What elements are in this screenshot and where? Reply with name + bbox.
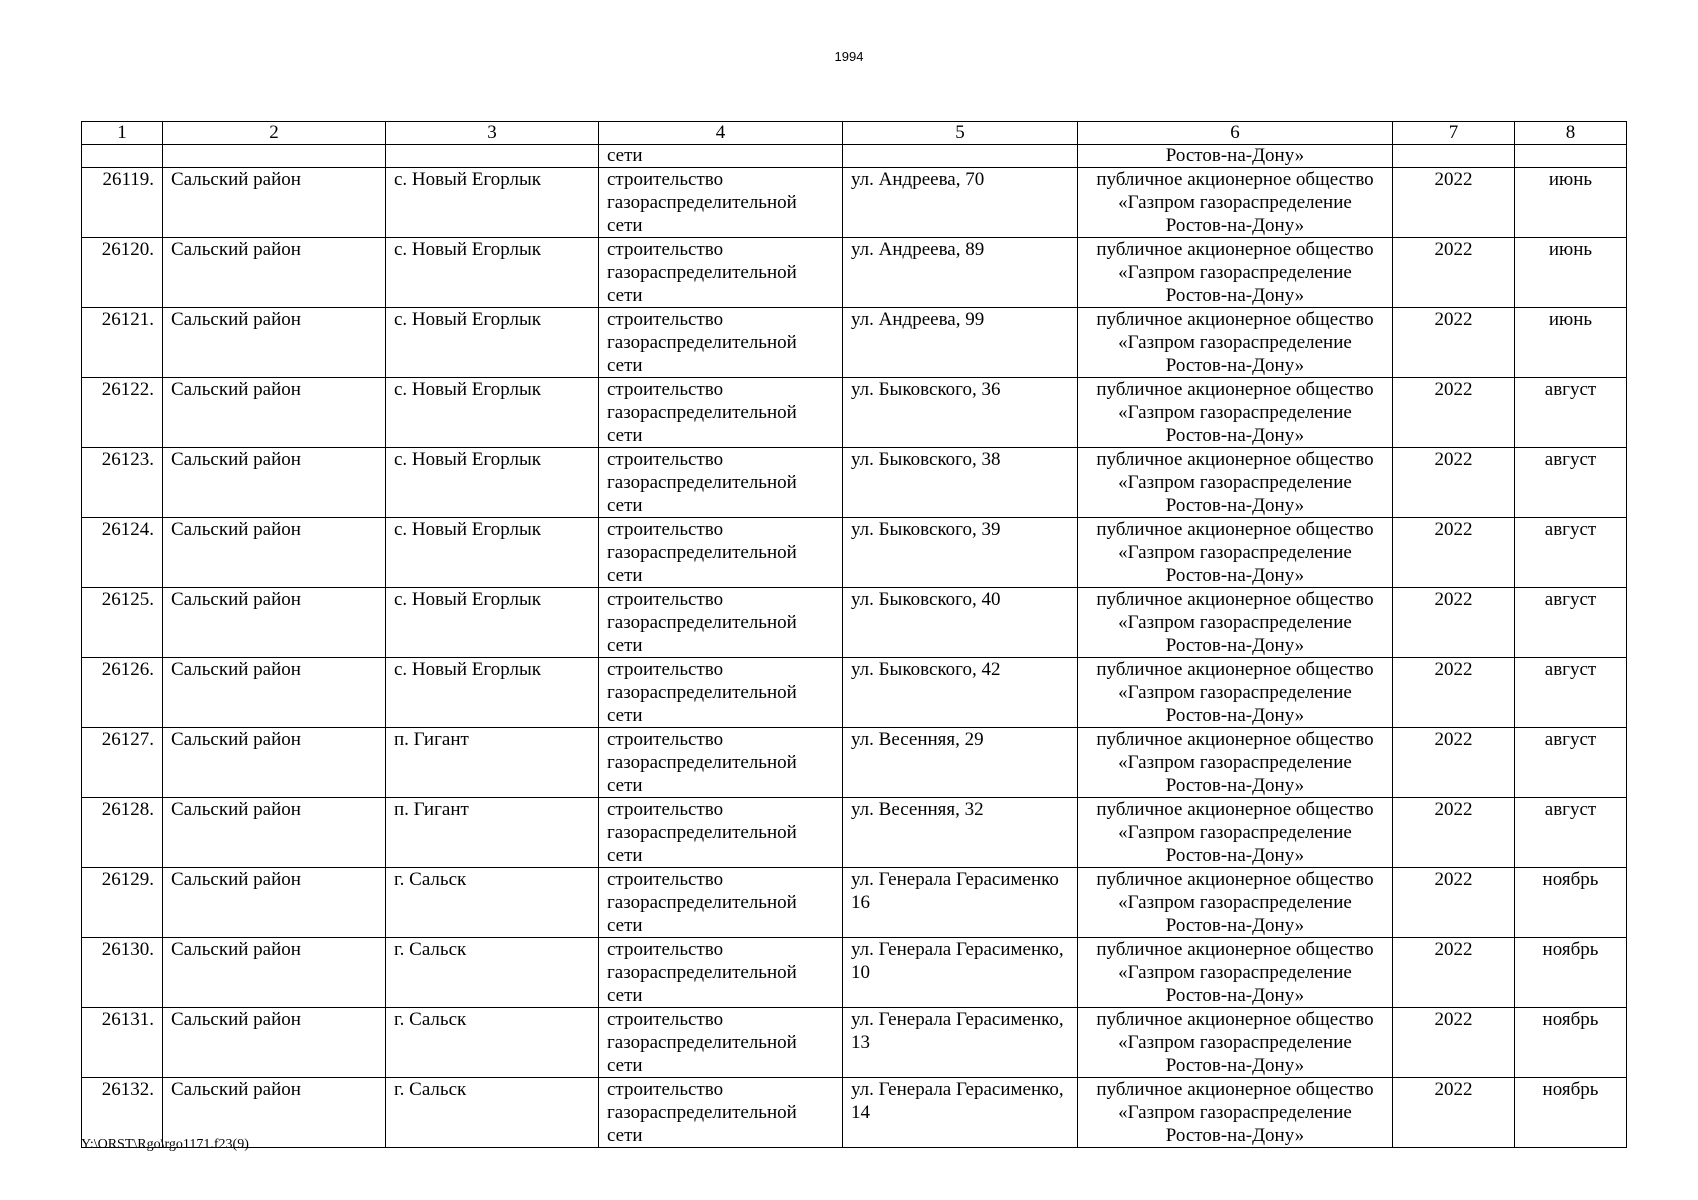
cell-owner: Ростов-на-Дону» — [1078, 145, 1393, 168]
cell-month: август — [1515, 448, 1627, 518]
cell-locality: с. Новый Егорлык — [386, 378, 599, 448]
cell-address: ул. Андреева, 70 — [843, 168, 1078, 238]
cell-num: 26123. — [82, 448, 163, 518]
cell-year — [1393, 145, 1515, 168]
cell-district: Сальский район — [163, 658, 386, 728]
cell-year: 2022 — [1393, 308, 1515, 378]
cell-work: строительство газораспределительной сети — [599, 728, 843, 798]
cell-district: Сальский район — [163, 588, 386, 658]
cell-address: ул. Андреева, 99 — [843, 308, 1078, 378]
cell-num: 26120. — [82, 238, 163, 308]
table-row — [82, 238, 1627, 308]
cell-year: 2022 — [1393, 868, 1515, 938]
cell-locality — [386, 145, 599, 168]
cell-locality: с. Новый Егорлык — [386, 518, 599, 588]
cell-num: 26125. — [82, 588, 163, 658]
cell-month: ноябрь — [1515, 938, 1627, 1008]
cell-owner: публичное акционерное общество «Газпром газораспределение Ростов-на-Дону» — [1078, 238, 1393, 308]
cell-address: ул. Генерала Герасименко, 10 — [843, 938, 1078, 1008]
carry-over-row — [82, 145, 1627, 168]
cell-address: ул. Быковского, 38 — [843, 448, 1078, 518]
cell-num: 26126. — [82, 658, 163, 728]
column-header: 3 — [386, 122, 599, 145]
cell-work: строительство газораспределительной сети — [599, 448, 843, 518]
table-row — [82, 728, 1627, 798]
cell-locality: г. Сальск — [386, 938, 599, 1008]
cell-district: Сальский район — [163, 308, 386, 378]
document-table — [81, 121, 1627, 1148]
cell-locality: с. Новый Егорлык — [386, 448, 599, 518]
cell-district: Сальский район — [163, 728, 386, 798]
cell-work: сети — [599, 145, 843, 168]
cell-work: строительство газораспределительной сети — [599, 378, 843, 448]
cell-address — [843, 145, 1078, 168]
cell-district: Сальский район — [163, 378, 386, 448]
cell-owner: публичное акционерное общество «Газпром газораспределение Ростов-на-Дону» — [1078, 728, 1393, 798]
cell-locality: с. Новый Егорлык — [386, 658, 599, 728]
cell-work: строительство газораспределительной сети — [599, 1008, 843, 1078]
cell-work: строительство газораспределительной сети — [599, 1078, 843, 1148]
cell-month: август — [1515, 378, 1627, 448]
cell-year: 2022 — [1393, 1008, 1515, 1078]
cell-locality: с. Новый Егорлык — [386, 588, 599, 658]
column-header: 1 — [82, 122, 163, 145]
cell-address: ул. Быковского, 36 — [843, 378, 1078, 448]
cell-num: 26119. — [82, 168, 163, 238]
cell-work: строительство газораспределительной сети — [599, 308, 843, 378]
cell-num: 26129. — [82, 868, 163, 938]
page-number: 1994 — [834, 49, 864, 64]
column-header: 6 — [1078, 122, 1393, 145]
cell-work: строительство газораспределительной сети — [599, 868, 843, 938]
cell-address: ул. Весенняя, 29 — [843, 728, 1078, 798]
cell-address: ул. Весенняя, 32 — [843, 798, 1078, 868]
table-row — [82, 518, 1627, 588]
cell-num: 26130. — [82, 938, 163, 1008]
cell-district: Сальский район — [163, 798, 386, 868]
cell-year: 2022 — [1393, 938, 1515, 1008]
cell-district: Сальский район — [163, 448, 386, 518]
column-header: 7 — [1393, 122, 1515, 145]
table-row — [82, 168, 1627, 238]
cell-district: Сальский район — [163, 518, 386, 588]
cell-num: 26131. — [82, 1008, 163, 1078]
table-row — [82, 658, 1627, 728]
cell-year: 2022 — [1393, 728, 1515, 798]
cell-month: ноябрь — [1515, 868, 1627, 938]
table-row — [82, 1078, 1627, 1148]
table-row — [82, 868, 1627, 938]
cell-month: ноябрь — [1515, 1008, 1627, 1078]
cell-work: строительство газораспределительной сети — [599, 658, 843, 728]
cell-address: ул. Быковского, 40 — [843, 588, 1078, 658]
cell-year: 2022 — [1393, 238, 1515, 308]
cell-work: строительство газораспределительной сети — [599, 168, 843, 238]
cell-address: ул. Генерала Герасименко 16 — [843, 868, 1078, 938]
cell-month: август — [1515, 658, 1627, 728]
cell-year: 2022 — [1393, 798, 1515, 868]
cell-owner: публичное акционерное общество «Газпром газораспределение Ростов-на-Дону» — [1078, 868, 1393, 938]
cell-owner: публичное акционерное общество «Газпром газораспределение Ростов-на-Дону» — [1078, 1078, 1393, 1148]
cell-owner: публичное акционерное общество «Газпром газораспределение Ростов-на-Дону» — [1078, 938, 1393, 1008]
header-row — [82, 122, 1627, 145]
cell-num: 26132. — [82, 1078, 163, 1148]
cell-work: строительство газораспределительной сети — [599, 798, 843, 868]
cell-num: 26122. — [82, 378, 163, 448]
table-row — [82, 1008, 1627, 1078]
cell-num: 26121. — [82, 308, 163, 378]
cell-work: строительство газораспределительной сети — [599, 588, 843, 658]
cell-month: июнь — [1515, 238, 1627, 308]
cell-year: 2022 — [1393, 168, 1515, 238]
cell-num: 26128. — [82, 798, 163, 868]
cell-address: ул. Быковского, 42 — [843, 658, 1078, 728]
cell-district: Сальский район — [163, 1078, 386, 1148]
table-row — [82, 308, 1627, 378]
table-row — [82, 588, 1627, 658]
cell-num — [82, 145, 163, 168]
cell-owner: публичное акционерное общество «Газпром газораспределение Ростов-на-Дону» — [1078, 378, 1393, 448]
table-row — [82, 798, 1627, 868]
cell-month: август — [1515, 518, 1627, 588]
cell-work: строительство газораспределительной сети — [599, 238, 843, 308]
cell-year: 2022 — [1393, 1078, 1515, 1148]
cell-month — [1515, 145, 1627, 168]
cell-year: 2022 — [1393, 588, 1515, 658]
cell-district: Сальский район — [163, 1008, 386, 1078]
cell-address: ул. Андреева, 89 — [843, 238, 1078, 308]
table-row — [82, 378, 1627, 448]
cell-owner: публичное акционерное общество «Газпром газораспределение Ростов-на-Дону» — [1078, 518, 1393, 588]
cell-year: 2022 — [1393, 378, 1515, 448]
cell-district: Сальский район — [163, 168, 386, 238]
cell-district: Сальский район — [163, 238, 386, 308]
column-header: 5 — [843, 122, 1078, 145]
column-header: 8 — [1515, 122, 1627, 145]
cell-owner: публичное акционерное общество «Газпром газораспределение Ростов-на-Дону» — [1078, 658, 1393, 728]
cell-month: август — [1515, 728, 1627, 798]
cell-locality: с. Новый Егорлык — [386, 168, 599, 238]
table-row — [82, 938, 1627, 1008]
cell-num: 26127. — [82, 728, 163, 798]
cell-owner: публичное акционерное общество «Газпром газораспределение Ростов-на-Дону» — [1078, 448, 1393, 518]
table-row — [82, 448, 1627, 518]
cell-owner: публичное акционерное общество «Газпром газораспределение Ростов-на-Дону» — [1078, 1008, 1393, 1078]
cell-month: июнь — [1515, 168, 1627, 238]
cell-district: Сальский район — [163, 938, 386, 1008]
cell-work: строительство газораспределительной сети — [599, 938, 843, 1008]
cell-locality: п. Гигант — [386, 728, 599, 798]
cell-locality: п. Гигант — [386, 798, 599, 868]
cell-locality: г. Сальск — [386, 1008, 599, 1078]
cell-month: июнь — [1515, 308, 1627, 378]
column-header: 4 — [599, 122, 843, 145]
cell-month: август — [1515, 588, 1627, 658]
cell-year: 2022 — [1393, 658, 1515, 728]
cell-locality: с. Новый Егорлык — [386, 238, 599, 308]
cell-owner: публичное акционерное общество «Газпром газораспределение Ростов-на-Дону» — [1078, 798, 1393, 868]
cell-locality: г. Сальск — [386, 868, 599, 938]
cell-address: ул. Быковского, 39 — [843, 518, 1078, 588]
cell-address: ул. Генерала Герасименко, 13 — [843, 1008, 1078, 1078]
cell-year: 2022 — [1393, 518, 1515, 588]
cell-district: Сальский район — [163, 868, 386, 938]
column-header: 2 — [163, 122, 386, 145]
cell-owner: публичное акционерное общество «Газпром газораспределение Ростов-на-Дону» — [1078, 168, 1393, 238]
file-path: Y:\ORST\Rgo\rgo1171.f23(9) — [81, 1137, 249, 1152]
cell-year: 2022 — [1393, 448, 1515, 518]
cell-locality: г. Сальск — [386, 1078, 599, 1148]
cell-month: август — [1515, 798, 1627, 868]
cell-owner: публичное акционерное общество «Газпром газораспределение Ростов-на-Дону» — [1078, 588, 1393, 658]
cell-district — [163, 145, 386, 168]
cell-work: строительство газораспределительной сети — [599, 518, 843, 588]
cell-address: ул. Генерала Герасименко, 14 — [843, 1078, 1078, 1148]
cell-month: ноябрь — [1515, 1078, 1627, 1148]
cell-owner: публичное акционерное общество «Газпром газораспределение Ростов-на-Дону» — [1078, 308, 1393, 378]
cell-locality: с. Новый Егорлык — [386, 308, 599, 378]
cell-num: 26124. — [82, 518, 163, 588]
